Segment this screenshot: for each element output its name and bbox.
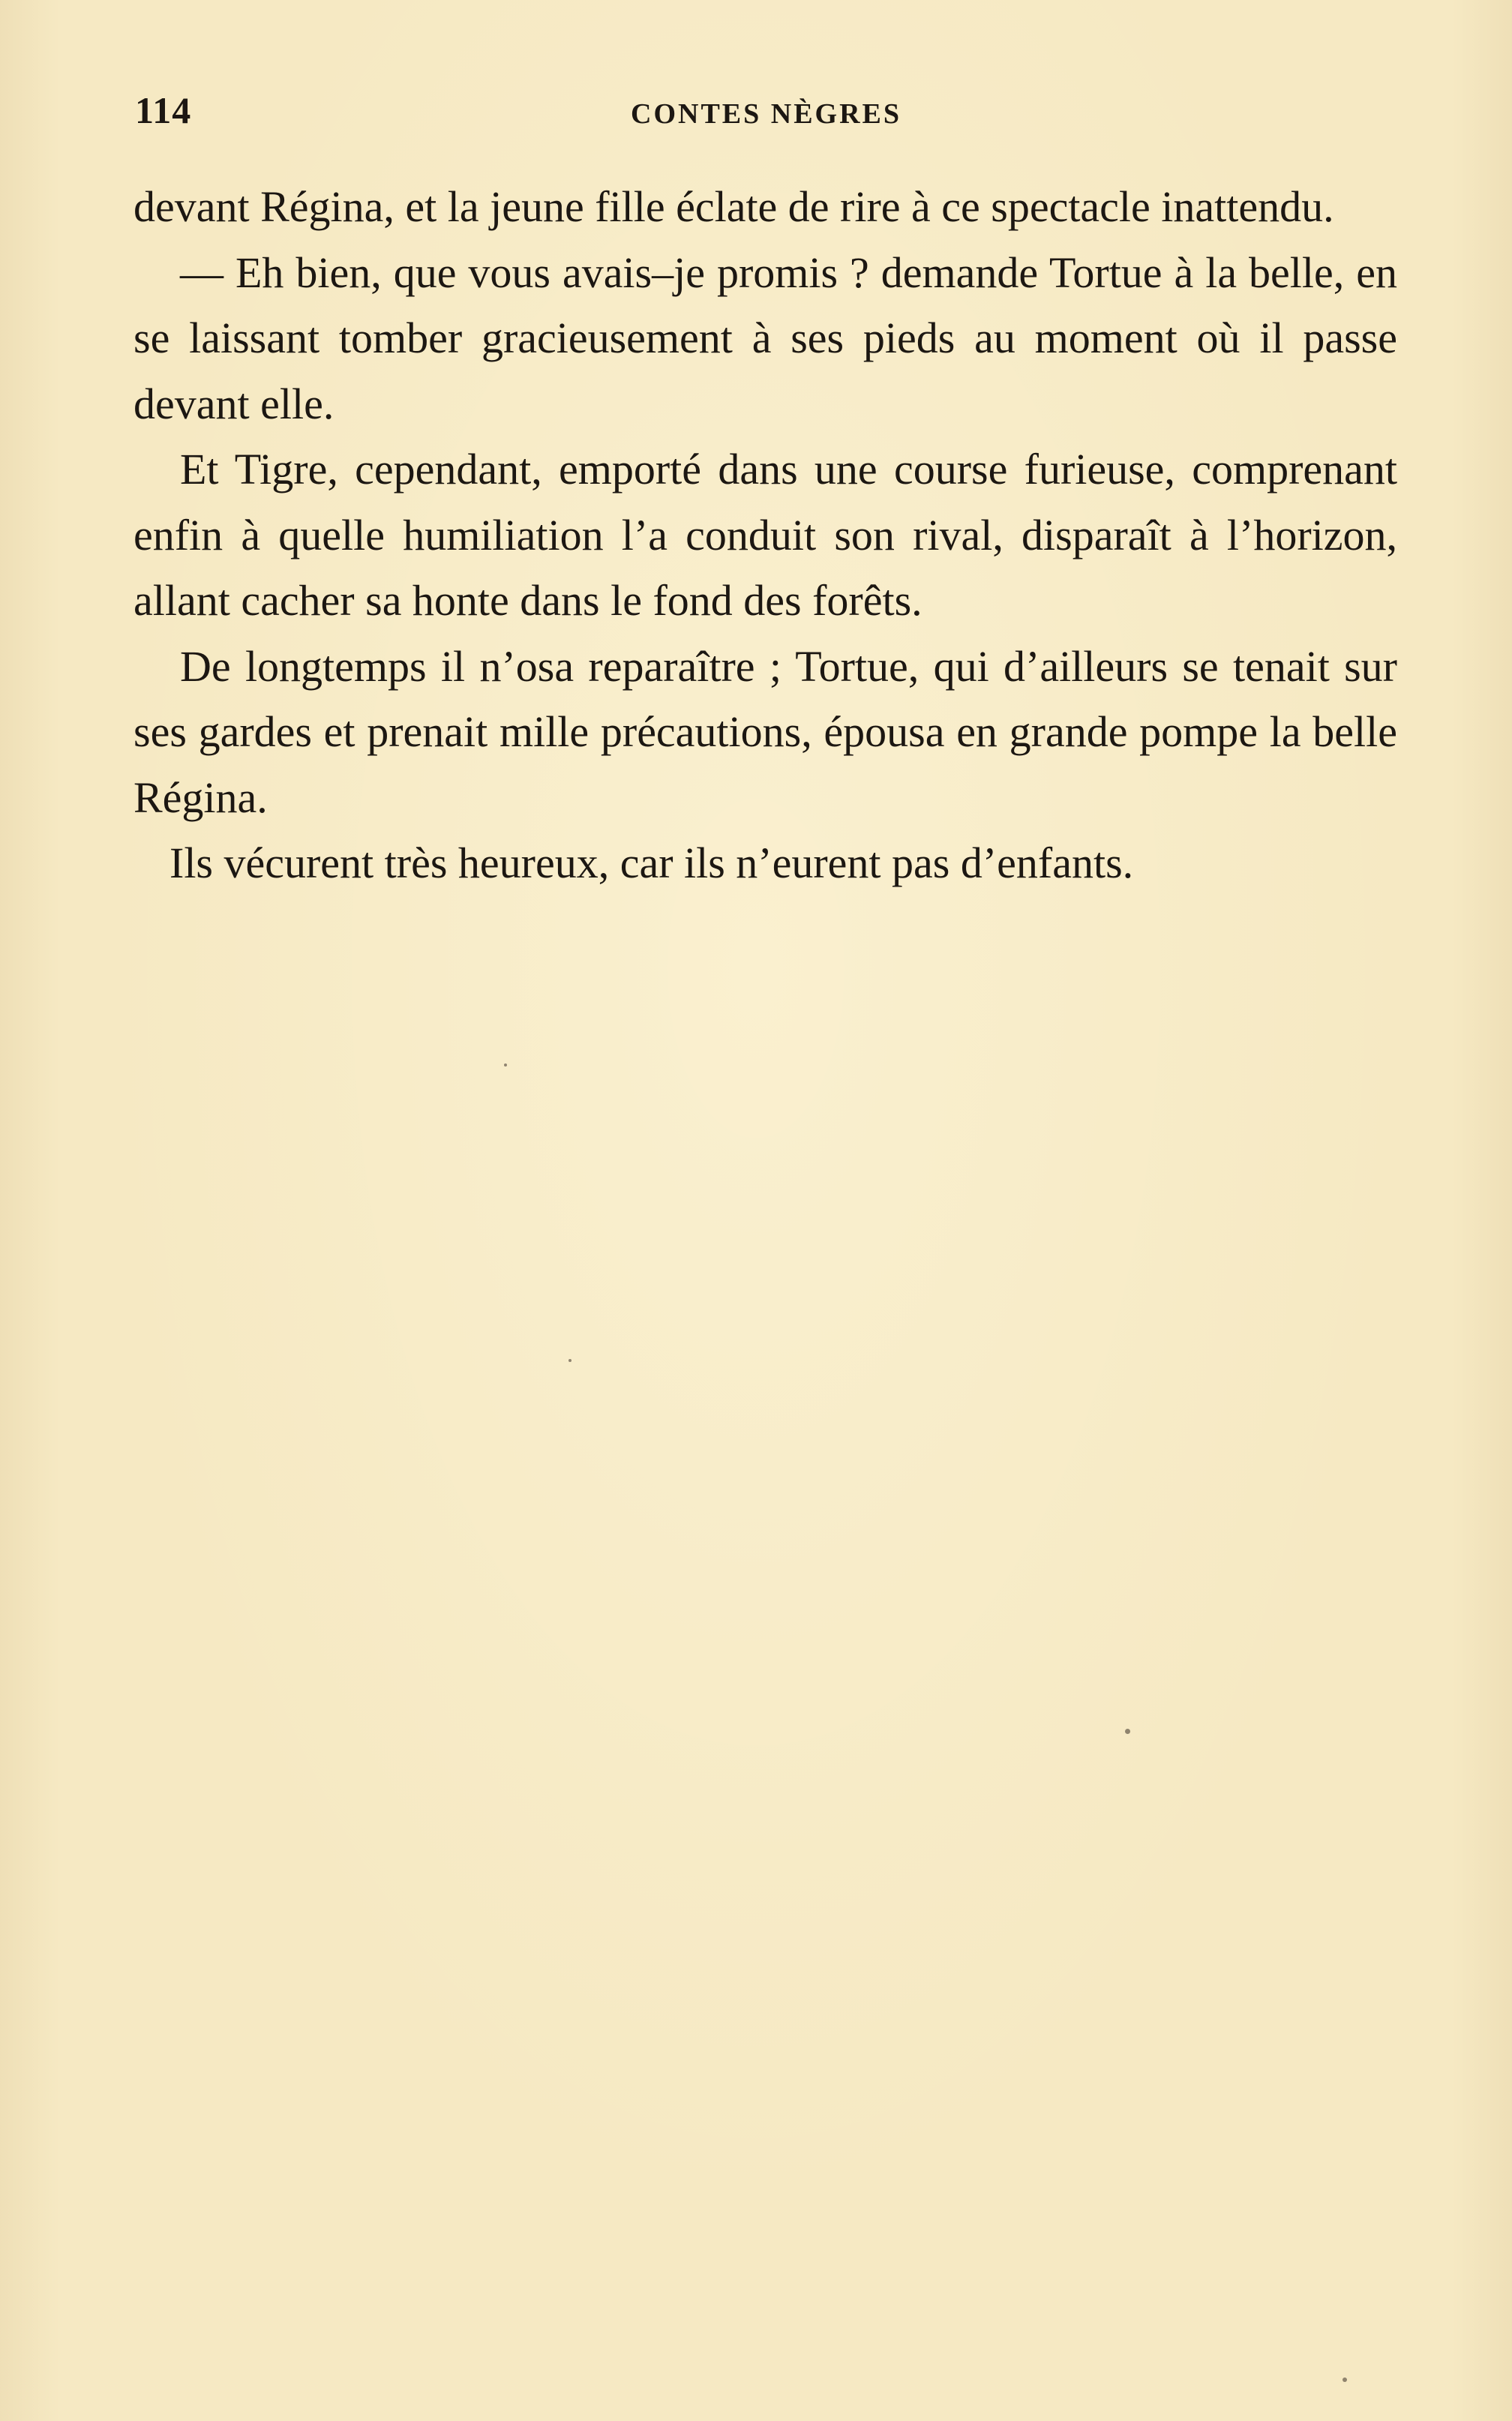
running-head bbox=[135, 88, 1395, 141]
paragraph-2: — Eh bien, que vous avais–je promis ? demande Tortue à la belle, en se laissant tomber gracieusement à ses pieds au moment où il passe devant elle. bbox=[134, 248, 1397, 428]
paragraph-4: De longtemps il n’osa reparaître ; Tortue, qui d’ailleurs se tenait sur ses gardes et prenait mille précautions, épousa en grande pompe la belle Régina. bbox=[134, 641, 1397, 822]
paragraph-1: devant Régina, et la jeune fille éclate de rire à ce spectacle inattendu. bbox=[134, 182, 1334, 231]
paragraph-3: Et Tigre, cependant, emporté dans une course furieuse, comprenant enfin à quelle humiliation l’a conduit son rival, disparaît à l’horizon, allant cacher sa honte dans le fond des forêts. bbox=[134, 445, 1397, 625]
running-title: CONTES NÈGRES bbox=[631, 98, 902, 130]
paragraph-5: Ils vécurent très heureux, car ils n’eurent pas d’enfants. bbox=[170, 838, 1134, 887]
body-text bbox=[134, 174, 1397, 896]
page-number: 114 bbox=[135, 89, 192, 131]
